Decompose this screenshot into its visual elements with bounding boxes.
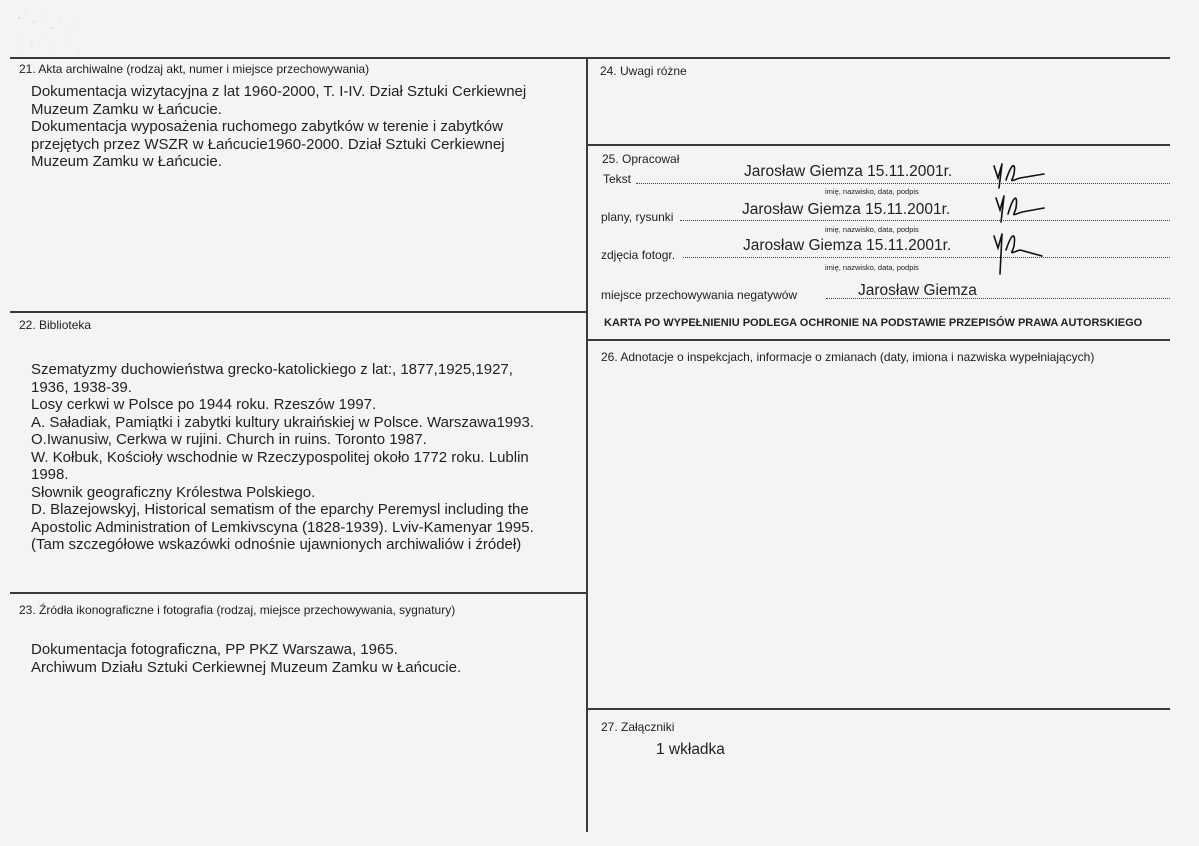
plans-author-dotted-line xyxy=(680,220,1170,221)
section-22-line: Apostolic Administration of Lemkivscyna (1828-1939). Lviv-Kamenyar 1995. xyxy=(31,518,534,536)
scan-speckle xyxy=(14,10,84,55)
section-22-line: D. Blazejowskyj, Historical sematism of the eparchy Peremysl including the xyxy=(31,501,529,518)
signature-text xyxy=(990,160,1050,192)
attachments-value: 1 wkładka xyxy=(656,741,725,758)
signature-photos xyxy=(990,228,1050,278)
section-22-line: 1936, 1938-39. xyxy=(31,378,132,396)
photos-author-caption: imię, nazwisko, data, podpis xyxy=(825,263,919,272)
rule-23 xyxy=(10,592,586,594)
photos-author-value: Jarosław Giemza 15.11.2001r. xyxy=(743,237,952,254)
section-23-line: Dokumentacja fotograficzna, PP PKZ Warszawa, 1965. xyxy=(31,641,398,658)
negatives-value: Jarosław Giemza xyxy=(858,282,977,299)
text-author-dotted-line xyxy=(636,183,1170,184)
rule-26 xyxy=(586,339,1170,341)
negatives-label: miejsce przechowywania negatywów xyxy=(601,288,798,302)
section-23-text xyxy=(31,641,461,676)
section-25-label: 25. Opracował xyxy=(602,152,680,166)
section-24-label: 24. Uwagi różne xyxy=(600,64,687,78)
section-23-label: 23. Źródła ikonograficzne i fotografia (rodzaj, miejsce przechowywania, sygnatury) xyxy=(19,603,456,617)
section-22-line: (Tam szczegółowe wskazówki odnośnie ujawnionych archiwaliów i źródeł) xyxy=(31,536,522,553)
top-rule xyxy=(10,57,1170,59)
section-21-line: Dokumentacja wyposażenia ruchomego zabytków w terenie i zabytków xyxy=(31,118,503,135)
section-21-line: przejętych przez WSZR w Łańcucie1960-2000. Dział Sztuki Cerkiewnej xyxy=(31,135,505,153)
rule-27 xyxy=(586,708,1170,710)
rule-22 xyxy=(10,311,586,313)
center-divider xyxy=(586,57,588,832)
plans-author-caption: imię, nazwisko, data, podpis xyxy=(825,225,919,234)
section-22-line: Słownik geograficzny Królestwa Polskiego. xyxy=(31,483,316,501)
section-22-line: Szematyzmy duchowieństwa grecko-katolickiego z lat:, 1877,1925,1927, xyxy=(31,361,513,378)
photos-author-label: zdjęcia fotogr. xyxy=(601,248,676,262)
section-21-line: Muzeum Zamku w Łańcucie. xyxy=(31,100,222,118)
text-author-value: Jarosław Giemza 15.11.2001r. xyxy=(744,163,953,180)
section-22-line: 1998. xyxy=(31,466,69,483)
section-21-label: 21. Akta archiwalne (rodzaj akt, numer i miejsce przechowywania) xyxy=(19,62,370,76)
signature-plans xyxy=(992,192,1052,228)
section-23-line: Archiwum Działu Sztuki Cerkiewnej Muzeum Zamku w Łańcucie. xyxy=(31,658,462,676)
plans-author-label: plany, rysunki xyxy=(601,210,674,224)
section-21-line: Muzeum Zamku w Łańcucie. xyxy=(31,153,222,170)
section-21-line: Dokumentacja wizytacyjna z lat 1960-2000, T. I-IV. Dział Sztuki Cerkiewnej xyxy=(31,83,527,100)
section-22-line: W. Kołbuk, Kościoły wschodnie w Rzeczypospolitej około 1772 roku. Lublin xyxy=(31,448,529,466)
section-21-text xyxy=(31,83,526,171)
plans-author-value: Jarosław Giemza 15.11.2001r. xyxy=(742,201,951,218)
section-22-line: A. Saładiak, Pamiątki i zabytki kultury ukraińskiej w Polsce. Warszawa1993. xyxy=(31,413,534,431)
text-author-caption: imię, nazwisko, data, podpis xyxy=(825,187,919,196)
text-author-label: Tekst xyxy=(603,172,632,186)
section-22-line: Losy cerkwi w Polsce po 1944 roku. Rzeszów 1997. xyxy=(31,396,377,413)
section-22-line: O.Iwanusiw, Cerkwa w rujini. Church in ruins. Toronto 1987. xyxy=(31,431,427,448)
section-27-label: 27. Załączniki xyxy=(601,720,675,734)
section-26-label: 26. Adnotacje o inspekcjach, informacje o zmianach (daty, imiona i nazwiska wypełniających) xyxy=(601,350,1095,364)
section-22-label: 22. Biblioteka xyxy=(19,318,92,332)
rule-25 xyxy=(586,144,1170,146)
section-22-text xyxy=(31,361,534,554)
photos-author-dotted-line xyxy=(683,257,1170,258)
copyright-notice: KARTA PO WYPEŁNIENIU PODLEGA OCHRONIE NA PODSTAWIE PRZEPISÓW PRAWA AUTORSKIEGO xyxy=(604,317,1143,329)
